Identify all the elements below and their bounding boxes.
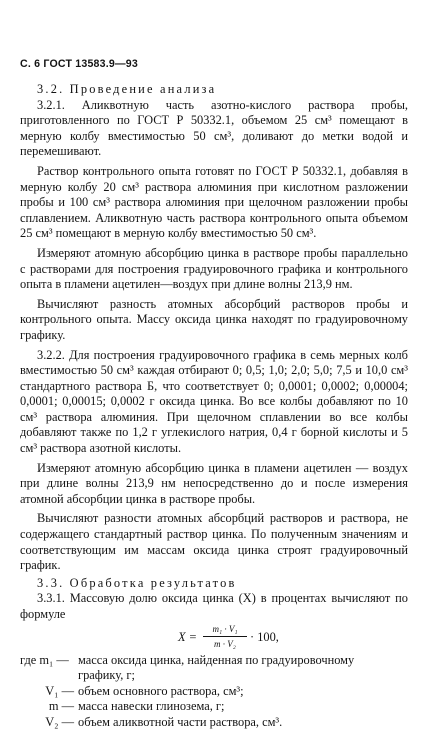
definition-text: объем основного раствора, см³;	[78, 683, 244, 698]
definition-label: V₁ —	[45, 683, 74, 698]
definition-continuation: графику, г;	[78, 668, 135, 683]
paragraph-measure-absorption: Измеряют атомную абсорбцию цинка в растворе пробы параллельно с растворами для построения градуировочного графика и контрольного опыта в пламени ацетилен—воздух при длине волны 213,9 нм.	[20, 245, 408, 292]
paragraph-3-2-1: 3.2.1. Аликвотную часть азотно-кислого раствора пробы, приготовленного по ГОСТ Р 50332.1, объемом 25 см³ помещают в мерную колбу вместимостью 50 см³, доливают до метки водой и перемешивают.	[20, 97, 408, 159]
definition-item	[20, 653, 408, 669]
paragraph-compute-differences-2: Вычисляют разности атомных абсорбций растворов и раствора, не содержащего стандартный раствор цинка. По полученным значениям и соответствующим им массам оксида цинка строят градуировочный график.	[20, 511, 408, 573]
paragraph-compute-difference: Вычисляют разность атомных абсорбций растворов пробы и контрольного опыта. Массу оксида цинка находят по градуировочному графику.	[20, 296, 408, 342]
document-body	[20, 80, 408, 731]
definition-label: m —	[48, 699, 74, 714]
formula-denominator: m · V₂	[214, 638, 236, 649]
paragraph-measure-absorption-2: Измеряют атомную абсорбцию цинка в пламени ацетилен — воздух при длине волны 213,9 нм непосредственно до и после измерения атомной абсорбции цинка в растворе пробы.	[20, 460, 408, 506]
definition-item	[20, 699, 408, 715]
paragraph-control-experiment: Раствор контрольного опыта готовят по ГОСТ Р 50332.1, добавляя в мерную колбу 20 см³ раствора алюминия при кислотном разложении пробы и 100 см³ раствора алюминия при щелочном разложении пробы сплавлением. Аликвотную часть раствора контрольного опыта объемом 25 см³ помещают в мерную колбу вместимостью 50 см³.	[20, 163, 408, 241]
page-header: С. 6 ГОСТ 13583.9—93	[20, 58, 138, 70]
formula-rhs: · 100,	[250, 629, 279, 644]
definition-label: где m₁ —	[20, 652, 69, 667]
formula-lhs: X =	[178, 629, 198, 644]
paragraph-3-3-1: 3.3.1. Массовую долю оксида цинка (X) в процентах вычисляют по формуле	[20, 591, 408, 621]
definition-item	[20, 715, 408, 731]
formula-fraction	[203, 623, 247, 650]
definition-text: масса навески глинозема, г;	[78, 699, 225, 714]
formula	[20, 623, 408, 653]
definition-text: масса оксида цинка, найденная по градуировочному	[78, 652, 355, 667]
definition-item	[20, 684, 408, 700]
paragraph-3-2-2: 3.2.2. Для построения градуировочного графика в семь мерных колб вместимостью 50 см³ каждая отбирают 0; 0,5; 1,0; 2,0; 5,0; 7,5 и 10,0 см³ стандартного раствора Б, что соответствует 0; 0,0001; 0,0002; 0,00004; 0,0001; 0,00015; 0,0002 г оксида цинка. Во все колбы добавляют по 10 см³ раствора алюминия. При щелочном сплавлении во все колбы добавляют также по 1,2 г углекислого натрия, 0,4 г борной кислоты и 5 см³ раствора азотной кислоты.	[20, 347, 408, 456]
section-heading-3-3: 3.3. Обработка результатов	[37, 575, 237, 590]
section-heading-3-2: 3.2. Проведение анализа	[37, 82, 217, 96]
definition-label: V₂ —	[45, 714, 74, 729]
definitions-list	[20, 653, 408, 731]
definition-text: объем аликвотной части раствора, см³.	[78, 714, 283, 729]
formula-numerator: m₁ · V₁	[203, 623, 247, 637]
